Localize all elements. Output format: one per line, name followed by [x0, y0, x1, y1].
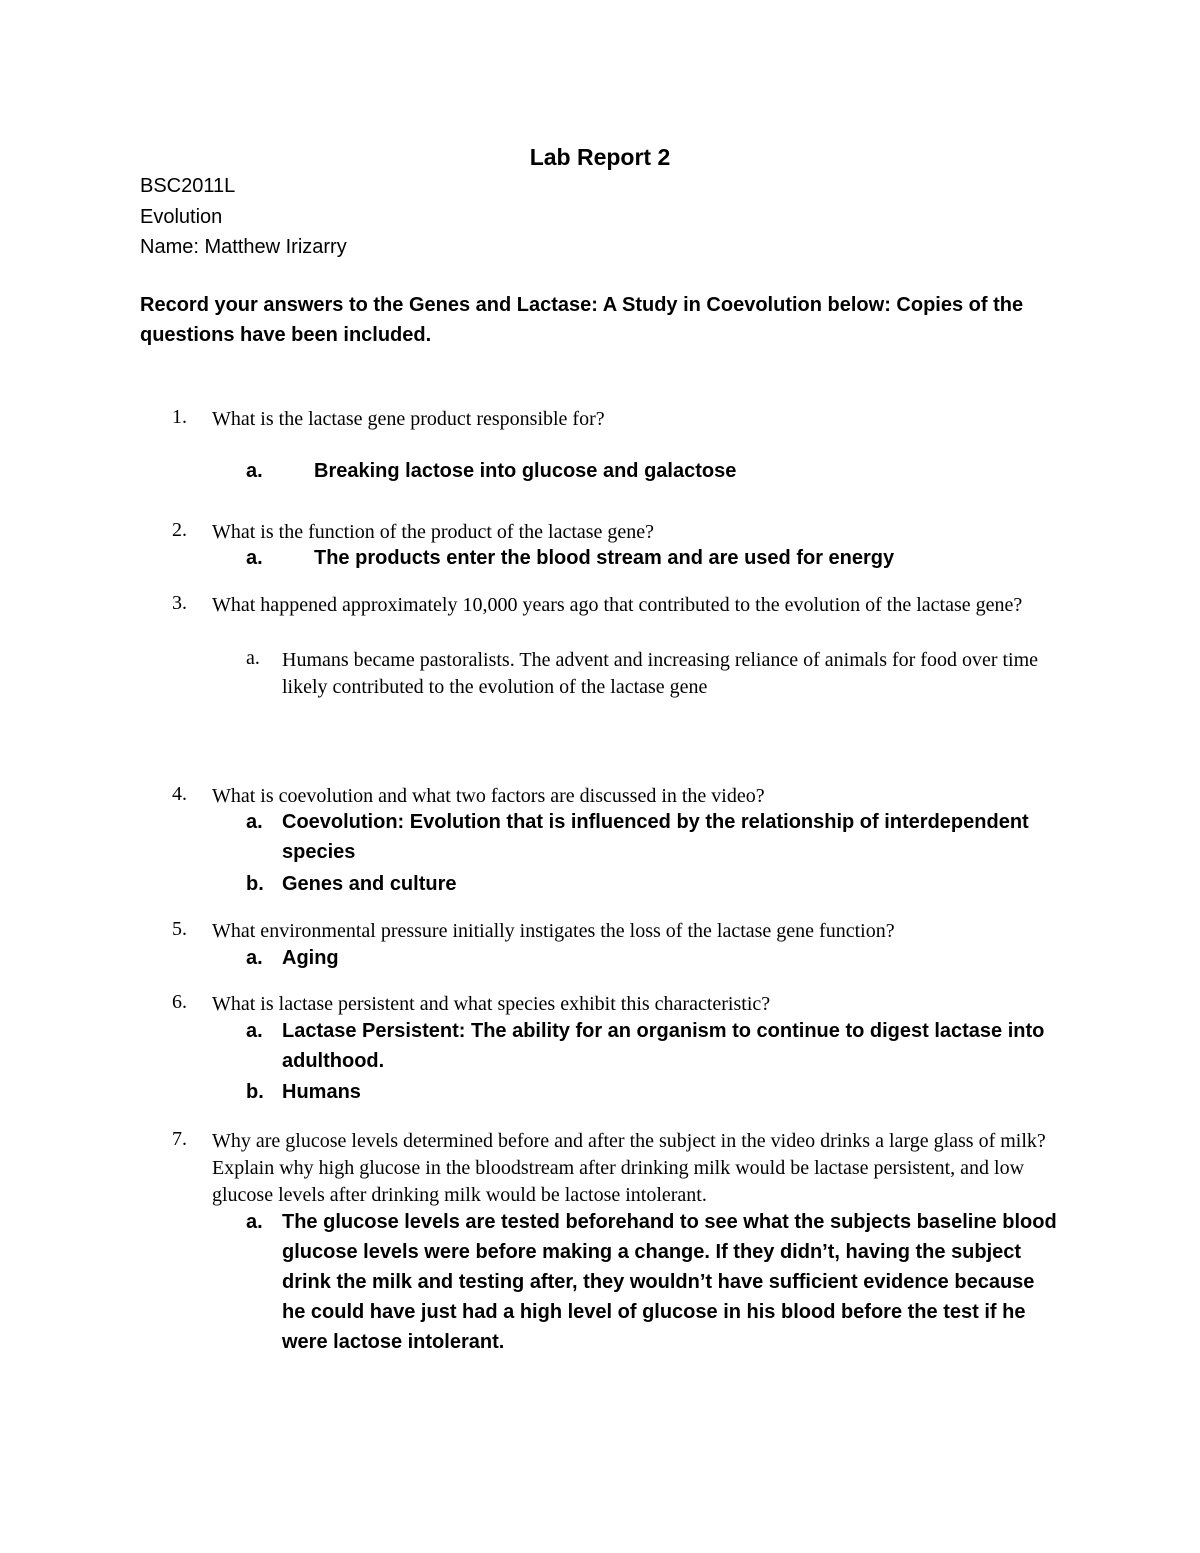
- answer-text: Coevolution: Evolution that is influenced by the relationship of interdependent species: [282, 811, 1029, 863]
- course-code: BSC2011L: [140, 175, 236, 197]
- answer-letter: b.: [246, 873, 264, 895]
- answer-text: The products enter the blood stream and are used for energy: [314, 547, 895, 569]
- question-number: 1.: [172, 406, 187, 428]
- question-text: What is the function of the product of the lactase gene?: [212, 521, 655, 543]
- question-text: What is the lactase gene product responsible for?: [212, 408, 605, 430]
- answer-letter: a.: [246, 1211, 263, 1233]
- question-text: What environmental pressure initially instigates the loss of the lactase gene function?: [212, 920, 895, 942]
- answer-text: Breaking lactose into glucose and galactose: [314, 460, 737, 482]
- student-name: Name: Matthew Irizarry: [140, 236, 347, 258]
- answer-text: The glucose levels are tested beforehand to see what the subjects baseline blood glucose levels were before making a change. If they didn’t, having the subject drink the milk and testing after, they wouldn’t have sufficient evidence because he could have just had a high level of glucose in his blood before the test if he were lactose intolerant.: [282, 1211, 1057, 1353]
- question-text: What is coevolution and what two factors are discussed in the video?: [212, 785, 765, 807]
- answer-text: Lactase Persistent: The ability for an organism to continue to digest lactase into adulthood.: [282, 1020, 1045, 1072]
- instructions: Record your answers to the Genes and Lactase: A Study in Coevolution below: Copies of the questions have been included.: [140, 294, 1024, 346]
- question-text: Why are glucose levels determined before and after the subject in the video drinks a large glass of milk? Explain why high glucose in the bloodstream after drinking milk would be lactase persistent, and low glucose levels after drinking milk would be lactose intolerant.: [212, 1130, 1046, 1206]
- lab-topic: Evolution: [140, 206, 223, 228]
- question-number: 2.: [172, 519, 187, 541]
- question-number: 5.: [172, 918, 187, 940]
- question-number: 4.: [172, 783, 187, 805]
- answer-text: Humans: [282, 1081, 361, 1103]
- question-text: What happened approximately 10,000 years ago that contributed to the evolution of the lactase gene?: [212, 594, 1023, 616]
- answer-letter: b.: [246, 1081, 264, 1103]
- answer-letter: a.: [246, 811, 263, 833]
- question-text: What is lactase persistent and what species exhibit this characteristic?: [212, 993, 771, 1015]
- answer-letter: a.: [246, 1020, 263, 1042]
- answer-letter: a.: [246, 947, 263, 969]
- answer-letter: a.: [246, 547, 263, 569]
- answer-text: Genes and culture: [282, 873, 457, 895]
- question-number: 3.: [172, 592, 187, 614]
- answer-text: Aging: [282, 947, 339, 969]
- answer-letter: a.: [246, 647, 260, 669]
- answer-text: Humans became pastoralists. The advent and increasing reliance of animals for food over time likely contributed to the evolution of the lactase gene: [282, 649, 1039, 698]
- document-title: Lab Report 2: [529, 144, 671, 170]
- question-number: 6.: [172, 991, 187, 1013]
- answer-letter: a.: [246, 460, 263, 482]
- question-number: 7.: [172, 1128, 187, 1150]
